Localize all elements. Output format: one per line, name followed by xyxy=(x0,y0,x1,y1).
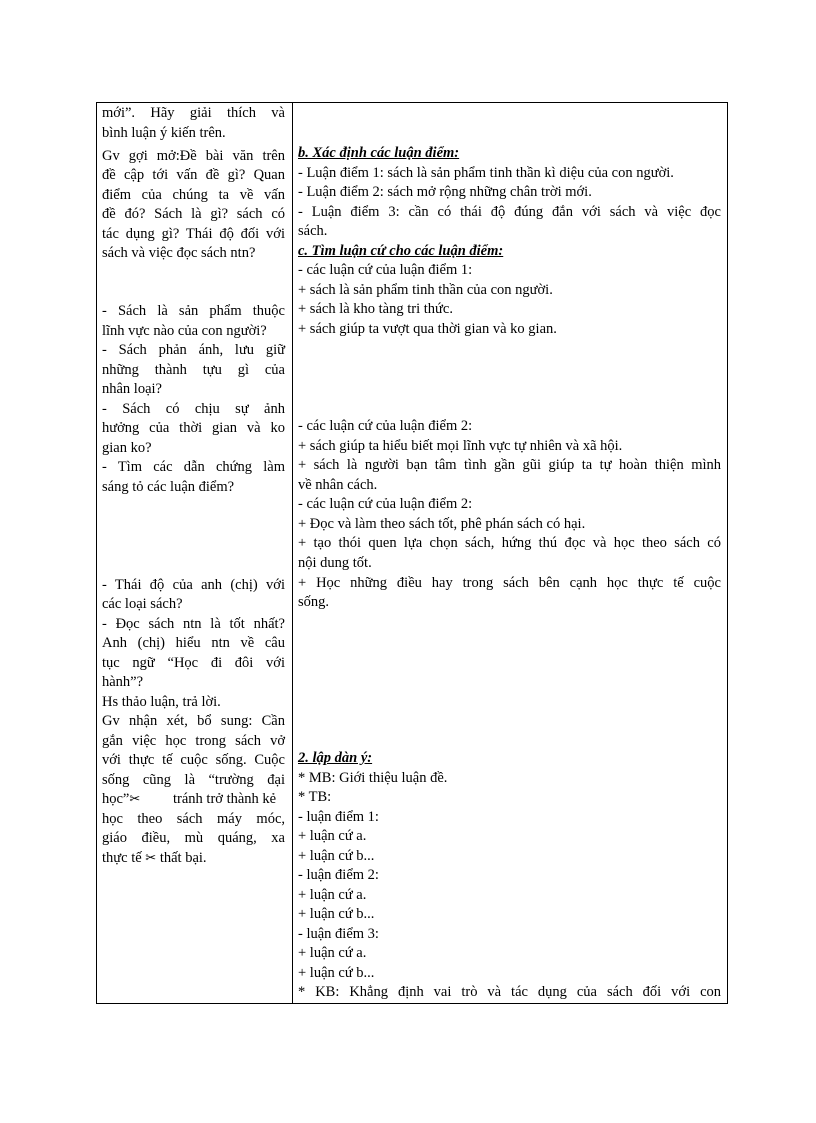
left-line: bình luận ý kiến trên. xyxy=(102,125,226,141)
right-line: + sách giúp ta hiểu biết mọi lĩnh vực tự nhiên và xã hội. xyxy=(298,438,623,454)
right-line: + Đọc và làm theo sách tốt, phê phán sách có hại. xyxy=(298,516,586,532)
section-heading: c. Tìm luận cứ cho các luận điểm: xyxy=(298,243,504,259)
left-line: Hs thảo luận, trả lời. xyxy=(102,694,221,710)
left-line: gian ko? xyxy=(102,440,152,456)
left-line: sáng tỏ các luận điểm? xyxy=(102,479,235,495)
right-line: + sách là kho tàng tri thức. xyxy=(298,301,453,317)
right-line: - luận điểm 2: xyxy=(298,867,379,883)
left-line xyxy=(102,790,140,810)
left-line: tục ngữ “Học đi đôi với xyxy=(102,655,285,671)
right-line: + sách là người bạn tâm tình gần gũi giúp ta tự hoàn thiện mình xyxy=(298,457,721,473)
right-line: + luận cứ a. xyxy=(298,945,367,961)
left-line: đề cập tới vấn đề gì? Quan xyxy=(102,167,285,183)
right-line: * KB: Khẳng định vai trò và tác dụng của sách đối với con xyxy=(298,984,721,1000)
left-line: - Thái độ của anh (chị) với xyxy=(102,577,285,593)
right-line: - Luận điểm 1: sách là sản phẩm tinh thần kì diệu của con người. xyxy=(298,165,674,181)
left-line-text: thất bại. xyxy=(159,850,207,866)
left-line: Anh (chị) hiểu ntn về câu xyxy=(102,635,285,651)
left-line: lĩnh vực nào của con người? xyxy=(102,323,267,339)
right-line: nội dung tốt. xyxy=(298,555,372,571)
right-line: + luận cứ a. xyxy=(298,828,367,844)
right-line: - Luận điểm 3: cần có thái độ đúng đắn với sách và việc đọc xyxy=(298,204,721,220)
right-line: * MB: Giới thiệu luận đề. xyxy=(298,770,448,786)
section-heading: 2. lập dàn ý: xyxy=(298,750,373,766)
left-line: giáo điều, mù quáng, xa xyxy=(102,830,285,846)
right-line: + luận cứ b... xyxy=(298,965,375,981)
left-line: nhân loại? xyxy=(102,381,162,397)
scissors-icon: ✂ xyxy=(145,851,157,866)
right-line: + luận cứ b... xyxy=(298,848,375,864)
right-line: + Học những điều hay trong sách bên cạnh học thực tế cuộc xyxy=(298,575,721,591)
scissors-icon: ✂ xyxy=(129,792,141,807)
right-line: về nhân cách. xyxy=(298,477,378,493)
right-line: + sách là sản phẩm tinh thần của con người. xyxy=(298,282,553,298)
left-line-text: thực tế xyxy=(102,850,142,866)
right-line: + luận cứ b... xyxy=(298,906,375,922)
left-line: với thực tế cuộc sống. Cuộc xyxy=(102,752,285,768)
right-line: - các luận cứ của luận điểm 2: xyxy=(298,496,473,512)
left-line: - Sách là sản phẩm thuộc xyxy=(102,303,285,319)
right-line: + tạo thói quen lựa chọn sách, hứng thú đọc và học theo sách có xyxy=(298,535,721,551)
left-line: mới”. Hãy giải thích và xyxy=(102,105,285,121)
right-line: sách. xyxy=(298,223,328,239)
left-line: Gv gợi mở:Đề bài văn trên xyxy=(102,148,285,164)
left-line: hưởng của thời gian và ko xyxy=(102,420,285,436)
column-divider xyxy=(292,103,293,1003)
lesson-table xyxy=(96,102,728,1004)
left-line: - Sách có chịu sự ảnh xyxy=(102,401,285,417)
left-line: - Đọc sách ntn là tốt nhất? xyxy=(102,616,285,632)
left-line: những thành tựu gì của xyxy=(102,362,285,378)
left-line: hành”? xyxy=(102,674,144,690)
right-line: + sách giúp ta vượt qua thời gian và ko gian. xyxy=(298,321,557,337)
left-line-text: học” xyxy=(102,791,130,807)
right-line: * TB: xyxy=(298,789,332,805)
right-line: - luận điểm 3: xyxy=(298,926,379,942)
left-line xyxy=(102,849,207,869)
right-line: + luận cứ a. xyxy=(298,887,367,903)
left-line: học theo sách máy móc, xyxy=(102,811,285,827)
left-line: - Tìm các dẫn chứng làm xyxy=(102,459,285,475)
left-line: sống cũng là “trường đại xyxy=(102,772,285,788)
right-line: - Luận điểm 2: sách mở rộng những chân trời mới. xyxy=(298,184,592,200)
right-line: sống. xyxy=(298,594,330,610)
right-line: - luận điểm 1: xyxy=(298,809,379,825)
right-line: - các luận cứ của luận điểm 2: xyxy=(298,418,473,434)
right-line: - các luận cứ của luận điểm 1: xyxy=(298,262,473,278)
section-heading: b. Xác định các luận điểm: xyxy=(298,145,460,161)
left-line: Gv nhận xét, bổ sung: Cần xyxy=(102,713,285,729)
left-line: - Sách phản ánh, lưu giữ xyxy=(102,342,285,358)
left-line: điểm của chúng ta về vấn xyxy=(102,187,285,203)
left-line: tránh trở thành kẻ xyxy=(173,791,277,807)
left-line: tác dụng gì? Thái độ đối với xyxy=(102,226,285,242)
left-line: đề đó? Sách là gì? sách có xyxy=(102,206,285,222)
left-line: các loại sách? xyxy=(102,596,183,612)
left-line: gắn việc học trong sách vở xyxy=(102,733,285,749)
left-line: sách và việc đọc sách ntn? xyxy=(102,245,256,261)
